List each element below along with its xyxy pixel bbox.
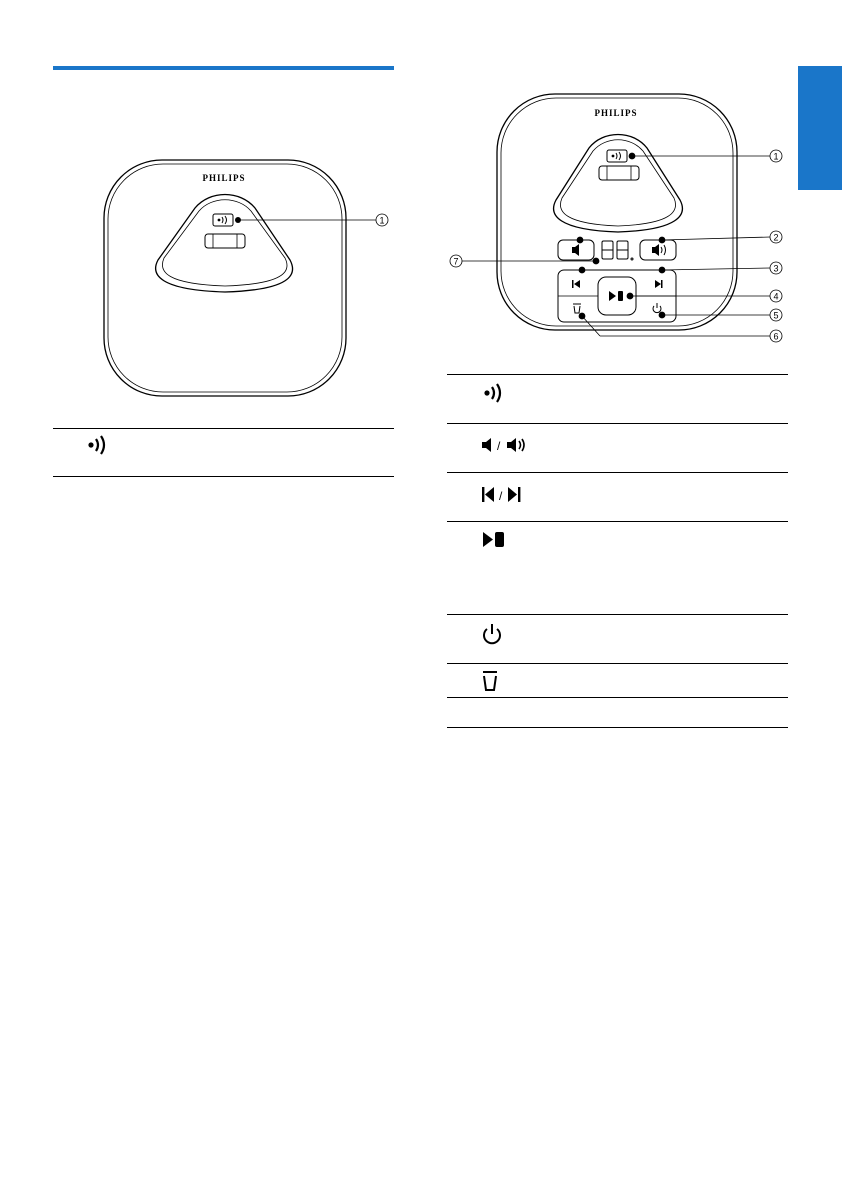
callout-7: 7 (453, 256, 459, 267)
table-row-delete (482, 670, 500, 692)
play-stop-icon (482, 531, 512, 549)
play-stop-icon (609, 291, 623, 301)
previous-icon (572, 280, 580, 288)
delete-icon (482, 670, 500, 692)
callout-6: 6 (773, 331, 779, 342)
power-icon (482, 623, 502, 645)
callout-3: 3 (773, 263, 779, 274)
table-rule (447, 697, 788, 698)
table-rule (447, 472, 788, 473)
callout-1: 1 (773, 151, 779, 162)
callout-2: 2 (773, 232, 779, 243)
charging-contact (599, 166, 639, 180)
table-row-skip (481, 486, 525, 504)
delete-icon (573, 304, 581, 313)
next-icon (508, 487, 520, 502)
table-row-page (481, 381, 505, 405)
previous-icon (482, 487, 494, 502)
volume-up-icon (652, 244, 666, 256)
volume-down-icon (482, 438, 491, 452)
callout-1: 1 (379, 215, 385, 226)
page-icon (612, 152, 621, 160)
callout-4: 4 (773, 291, 779, 302)
callout-5: 5 (773, 310, 779, 321)
table-rule (53, 428, 394, 429)
table-rule (53, 476, 394, 477)
volume-down-icon (572, 244, 579, 256)
svg-text:/: / (497, 439, 501, 453)
table-row-volume (481, 436, 527, 454)
digit-display (602, 241, 628, 259)
power-icon (653, 303, 661, 313)
table-row-page (85, 433, 109, 457)
table-rule (447, 423, 788, 424)
volume-up-icon (507, 438, 524, 452)
page-icon (481, 381, 505, 405)
brand-logo: PHILIPS (202, 173, 246, 183)
table-rule (447, 521, 788, 522)
page-icon (85, 433, 109, 457)
table-row-play-stop (482, 531, 512, 549)
base-outline (497, 94, 737, 330)
table-row-power (482, 623, 502, 645)
table-rule (447, 614, 788, 615)
table-rule (447, 727, 788, 728)
cradle-outline (554, 135, 683, 233)
svg-text:/: / (499, 489, 503, 503)
brand-logo: PHILIPS (594, 108, 638, 118)
table-rule (447, 374, 788, 375)
next-icon (655, 280, 663, 288)
table-rule (447, 663, 788, 664)
